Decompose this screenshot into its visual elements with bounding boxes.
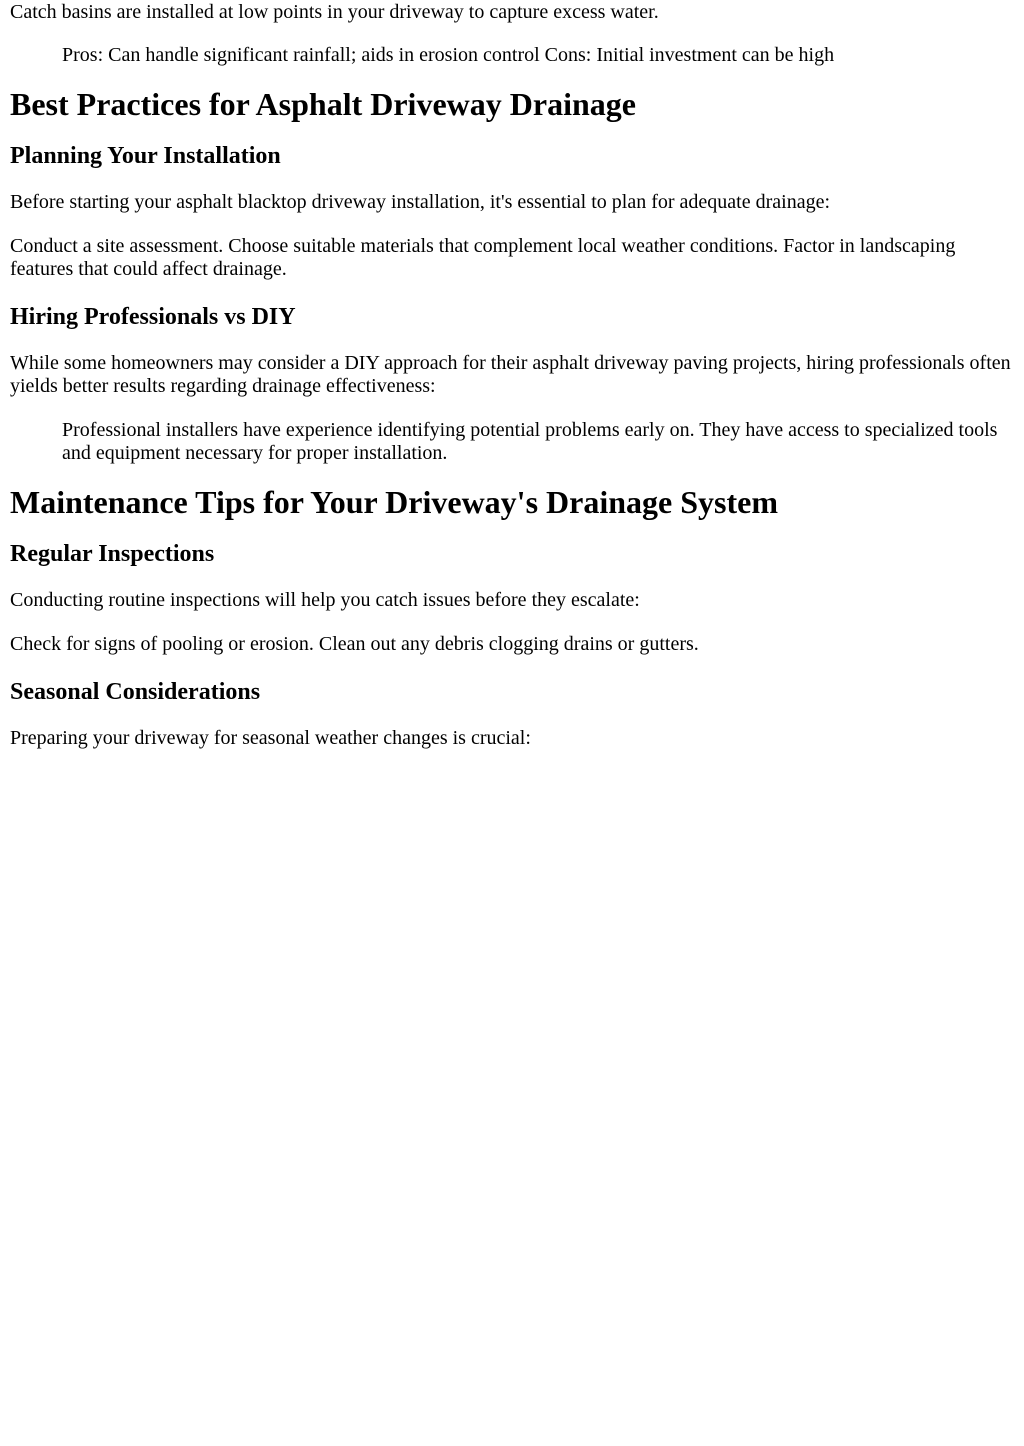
seasonal-heading: Seasonal Considerations (10, 679, 261, 705)
best-practices-heading: Best Practices for Asphalt Driveway Drainage (10, 86, 636, 122)
planning-steps-paragraph: Conduct a site assessment. Choose suitable materials that complement local weather conditions. Factor in landscaping features that could affect drainage. (10, 235, 956, 280)
hiring-intro-paragraph: While some homeowners may consider a DIY approach for their asphalt driveway paving projects, hiring professionals often yields better results regarding drainage effectiveness: (10, 352, 1011, 397)
inspections-intro-paragraph: Conducting routine inspections will help you catch issues before they escalate: (10, 589, 640, 611)
inspections-heading: Regular Inspections (10, 541, 215, 567)
planning-heading: Planning Your Installation (10, 143, 281, 169)
inspections-steps-paragraph: Check for signs of pooling or erosion. Clean out any debris clogging drains or gutters. (10, 633, 699, 655)
hiring-points-quote: Professional installers have experience identifying potential problems early on. They have access to specialized tools and equipment necessary for proper installation. (62, 419, 998, 464)
catch-basins-paragraph: Catch basins are installed at low points in your driveway to capture excess water. (10, 1, 659, 23)
catch-basins-pros-cons: Pros: Can handle significant rainfall; aids in erosion control Cons: Initial investment can be high (62, 44, 835, 66)
seasonal-intro-paragraph: Preparing your driveway for seasonal weather changes is crucial: (10, 727, 531, 749)
maintenance-heading: Maintenance Tips for Your Driveway's Drainage System (10, 484, 778, 520)
planning-intro-paragraph: Before starting your asphalt blacktop driveway installation, it's essential to plan for adequate drainage: (10, 191, 831, 213)
hiring-heading: Hiring Professionals vs DIY (10, 304, 296, 330)
